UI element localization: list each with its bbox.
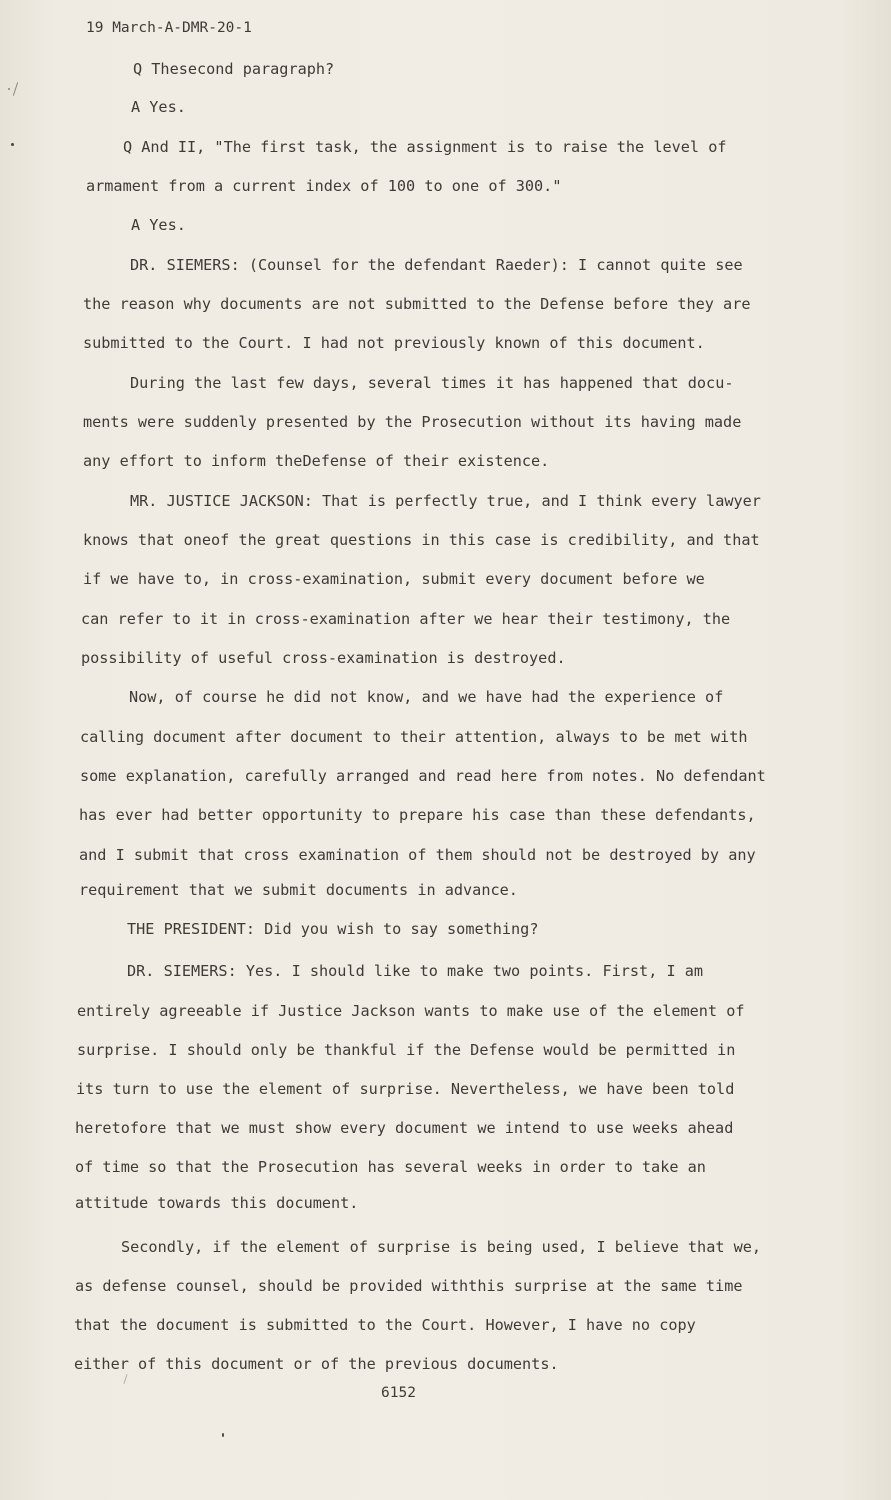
text-line: any effort to inform theDefense of their existence. <box>83 452 550 470</box>
text-line: its turn to use the element of surprise. Nevertheless, we have been told <box>76 1080 735 1098</box>
text-line: A Yes. <box>131 216 186 234</box>
paper-scratch <box>13 82 18 96</box>
text-line: submitted to the Court. I had not previously known of this document. <box>83 334 705 352</box>
text-line: has ever had better opportunity to prepare his case than these defendants, <box>79 806 756 824</box>
text-line: DR. SIEMERS: (Counsel for the defendant Raeder): I cannot quite see <box>130 256 743 274</box>
ink-speck <box>11 143 14 146</box>
text-line: some explanation, carefully arranged and read here from notes. No defendant <box>80 767 766 785</box>
text-line: possibility of useful cross-examination is destroyed. <box>81 649 566 667</box>
paper-scratch <box>123 1374 127 1384</box>
text-line: can refer to it in cross-examination after we hear their testimony, the <box>81 610 731 628</box>
text-line: Now, of course he did not know, and we have had the experience of <box>129 688 724 706</box>
text-line: Secondly, if the element of surprise is being used, I believe that we, <box>121 1238 762 1256</box>
text-line: Q And II, "The first task, the assignment is to raise the level of <box>123 138 727 156</box>
text-line: requirement that we submit documents in advance. <box>79 881 518 899</box>
text-line: armament from a current index of 100 to one of 300." <box>86 177 562 195</box>
ink-speck <box>8 88 10 90</box>
text-line: MR. JUSTICE JACKSON: That is perfectly true, and I think every lawyer <box>130 492 761 510</box>
text-line: that the document is submitted to the Court. However, I have no copy <box>74 1316 696 1334</box>
text-line: THE PRESIDENT: Did you wish to say something? <box>127 920 539 938</box>
text-line: surprise. I should only be thankful if the Defense would be permitted in <box>77 1041 736 1059</box>
text-line: if we have to, in cross-examination, submit every document before we <box>83 570 705 588</box>
text-line: Q Thesecond paragraph? <box>133 60 335 78</box>
text-line: attitude towards this document. <box>75 1194 359 1212</box>
ink-speck <box>222 1433 224 1437</box>
text-line: heretofore that we must show every document we intend to use weeks ahead <box>75 1119 734 1137</box>
text-line: of time so that the Prosecution has several weeks in order to take an <box>75 1158 706 1176</box>
page-number: 6152 <box>381 1385 416 1401</box>
text-line: either of this document or of the previous documents. <box>74 1355 559 1373</box>
page-header: 19 March-A-DMR-20-1 <box>86 20 252 36</box>
text-line: calling document after document to their attention, always to be met with <box>80 728 748 746</box>
text-line: the reason why documents are not submitted to the Defense before they are <box>83 295 751 313</box>
text-line: A Yes. <box>131 98 186 116</box>
text-line: knows that oneof the great questions in this case is credibility, and that <box>83 531 760 549</box>
text-line: DR. SIEMERS: Yes. I should like to make two points. First, I am <box>127 962 704 980</box>
text-line: During the last few days, several times it has happened that docu- <box>130 374 734 392</box>
text-line: as defense counsel, should be provided withthis surprise at the same time <box>75 1277 743 1295</box>
text-line: ments were suddenly presented by the Prosecution without its having made <box>83 413 742 431</box>
text-line: entirely agreeable if Justice Jackson wants to make use of the element of <box>77 1002 745 1020</box>
text-line: and I submit that cross examination of them should not be destroyed by any <box>79 846 756 864</box>
